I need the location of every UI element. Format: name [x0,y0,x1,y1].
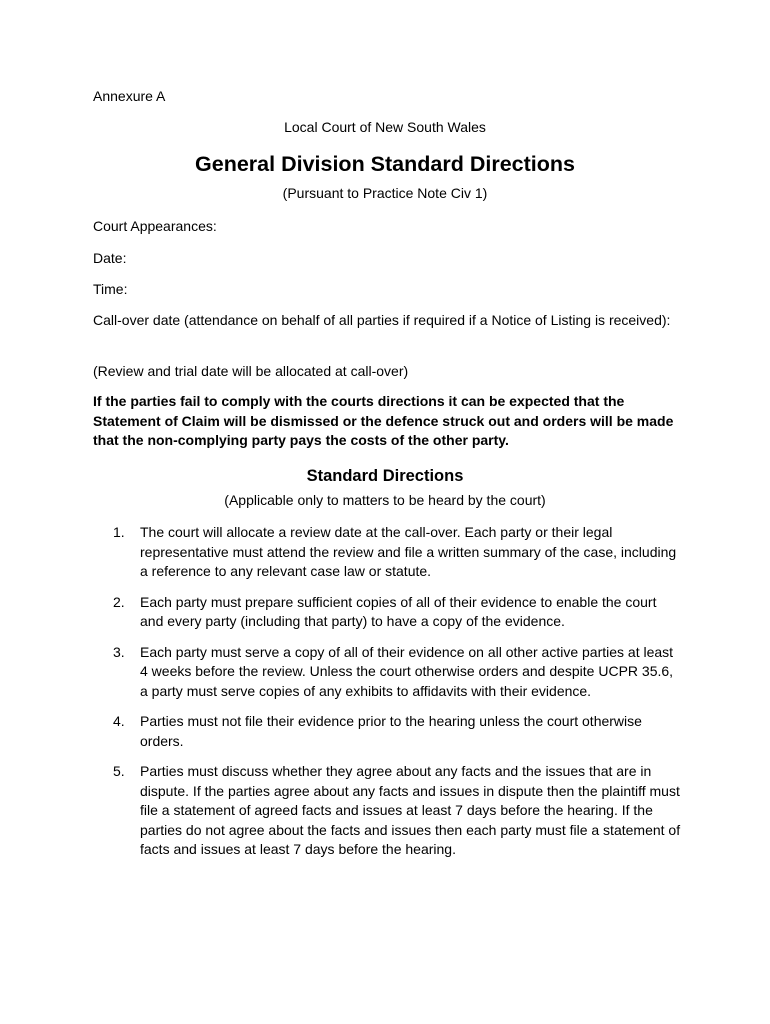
direction-item [113,712,683,751]
time-field: Time: [93,281,128,297]
court-name: Local Court of New South Wales [284,119,486,135]
court-appearances-field: Court Appearances: [93,218,217,234]
date-field: Date: [93,250,127,266]
compliance-warning: If the parties fail to comply with the courts directions it can be expected that the Statement of Claim will be dismissed or the defence struck out and orders will be made that the non-complying party pays the costs of the other party. [93,393,674,448]
direction-item [113,762,683,860]
review-note: (Review and trial date will be allocated at call-over) [93,363,409,379]
direction-number: 5. [113,763,125,779]
direction-number: 2. [113,593,125,610]
document-subtitle: (Pursuant to Practice Note Civ 1) [282,185,488,201]
direction-number: 3. [113,643,125,660]
direction-number: 1. [113,524,125,540]
direction-number: 4. [113,713,125,729]
direction-text: Each party must serve a copy of all of their evidence on all other active parties at least 4 weeks before the review. Unless the court otherwise orders and despite UCPR 35.6, a party must serve copies of any exhibits to affidavits with their evidence. [140,643,674,699]
callover-field: Call-over date (attendance on behalf of all parties if required if a Notice of Listing is received): [93,312,671,328]
annexure-label: Annexure A [93,88,166,104]
direction-text: Each party must prepare sufficient copies of all of their evidence to enable the court and every party (including that party) to have a copy of the evidence. [140,593,657,629]
standard-directions-subheading: (Applicable only to matters to be heard by the court) [224,492,546,508]
standard-directions-heading: Standard Directions [306,467,464,485]
direction-item [113,523,683,582]
direction-item [113,643,683,702]
direction-text: The court will allocate a review date at the call-over. Each party or their legal representative must attend the review and file a written summary of the case, including a reference to any relevant case law or statute. [140,524,677,579]
document-title: General Division Standard Directions [195,152,575,176]
direction-item [113,593,683,632]
direction-text: Parties must discuss whether they agree about any facts and the issues that are in dispute. If the parties agree about any facts and issues in dispute then the plaintiff must file a statement of agreed facts and issues at least 7 days before the hearing. If the parties do not agree about the facts and issues then each party must file a statement of facts and issues at least 7 days before the hearing. [140,763,681,857]
directions-list [113,523,683,871]
direction-text: Parties must not file their evidence prior to the hearing unless the court otherwise orders. [140,713,642,749]
